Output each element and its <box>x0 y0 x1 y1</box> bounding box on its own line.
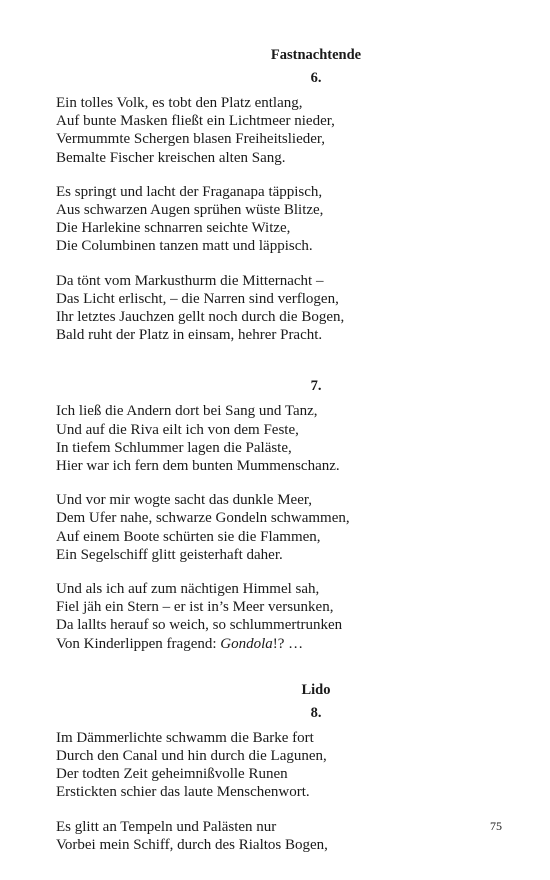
verse-line: Die Columbinen tanzen matt und läppisch. <box>56 238 313 255</box>
verse-line: Auf bunte Masken fließt ein Lichtmeer nieder, <box>56 113 335 130</box>
poem-section-6 <box>56 46 456 344</box>
verse-line: Bald ruht der Platz in einsam, hehrer Pracht. <box>56 327 323 344</box>
page-text-block <box>56 46 456 870</box>
section-spacer <box>56 669 456 681</box>
page-number: 75 <box>490 819 502 833</box>
verse-text: !? … <box>272 635 304 652</box>
stanza <box>56 818 456 854</box>
verse-line: Hier war ich fern dem bunten Mummenschanz. <box>56 458 340 475</box>
stanza <box>56 183 456 256</box>
verse-line: Vorbei mein Schiff, durch des Rialtos Bogen, <box>56 836 328 853</box>
verse-line: Im Dämmerlichte schwamm die Barke fort <box>56 729 314 746</box>
verse-line: Und auf die Riva eilt ich von dem Feste, <box>56 421 299 438</box>
verse-line: In tiefem Schlummer lagen die Paläste, <box>56 439 292 456</box>
poem-title-fastnachtende: Fastnachtende <box>270 47 362 63</box>
verse-line: Ihr letztes Jauchzen gellt noch durch die Bogen, <box>56 309 345 326</box>
poem-section-8 <box>56 681 456 854</box>
verse-line: Erstickten schier das laute Menschenwort. <box>56 784 310 801</box>
verse-line: Da lallts herauf so weich, so schlummertrunken <box>56 617 343 634</box>
poem-number-7: 7. <box>310 378 322 395</box>
stanza <box>56 491 456 564</box>
poem-number-6: 6. <box>310 70 322 86</box>
verse-line: Es glitt an Tempeln und Palästen nur <box>56 818 277 835</box>
verse-line: Ein tolles Volk, es tobt den Platz entlang, <box>56 95 303 111</box>
verse-line: Auf einem Boote schürten sie die Flammen, <box>56 528 321 545</box>
poem-title-lido: Lido <box>301 681 331 698</box>
verse-line: Vermummte Schergen blasen Freiheitslieder, <box>56 131 326 148</box>
verse-line: Dem Ufer nahe, schwarze Gondeln schwammen, <box>56 510 350 527</box>
stanza <box>56 402 456 475</box>
poem-number-8: 8. <box>310 704 322 721</box>
stanza <box>56 272 456 345</box>
verse-line: Aus schwarzen Augen sprühen wüste Blitze, <box>56 202 324 219</box>
verse-line: Der todten Zeit geheimnißvolle Runen <box>56 766 288 783</box>
section-spacer <box>56 360 456 372</box>
verse-line: Bemalte Fischer kreischen alten Sang. <box>56 149 286 166</box>
verse-line: Ich ließ die Andern dort bei Sang und Tanz, <box>56 403 318 420</box>
verse-line: Ein Segelschiff glitt geisterhaft daher. <box>56 546 283 563</box>
stanza <box>56 729 456 802</box>
italic-word-gondola: Gondola <box>220 635 273 652</box>
verse-line: Durch den Canal und hin durch die Lagunen, <box>56 748 327 765</box>
verse-line: Fiel jäh ein Stern – er ist in’s Meer versunken, <box>56 599 334 616</box>
stanza <box>56 580 456 653</box>
verse-line: Es springt und lacht der Fraganapa täppisch, <box>56 183 323 200</box>
verse-line: Und vor mir wogte sacht das dunkle Meer, <box>56 492 313 509</box>
verse-line: Die Harlekine schnarren seichte Witze, <box>56 220 291 237</box>
verse-line: Da tönt vom Markusthurm die Mitternacht – <box>56 272 324 289</box>
verse-text: Von Kinderlippen fragend: <box>56 635 221 652</box>
verse-line: Und als ich auf zum nächtigen Himmel sah, <box>56 581 320 598</box>
verse-line-last <box>56 635 456 653</box>
poem-section-7 <box>56 377 456 652</box>
verse-line: Das Licht erlischt, – die Narren sind verflogen, <box>56 290 339 307</box>
stanza <box>56 94 456 167</box>
